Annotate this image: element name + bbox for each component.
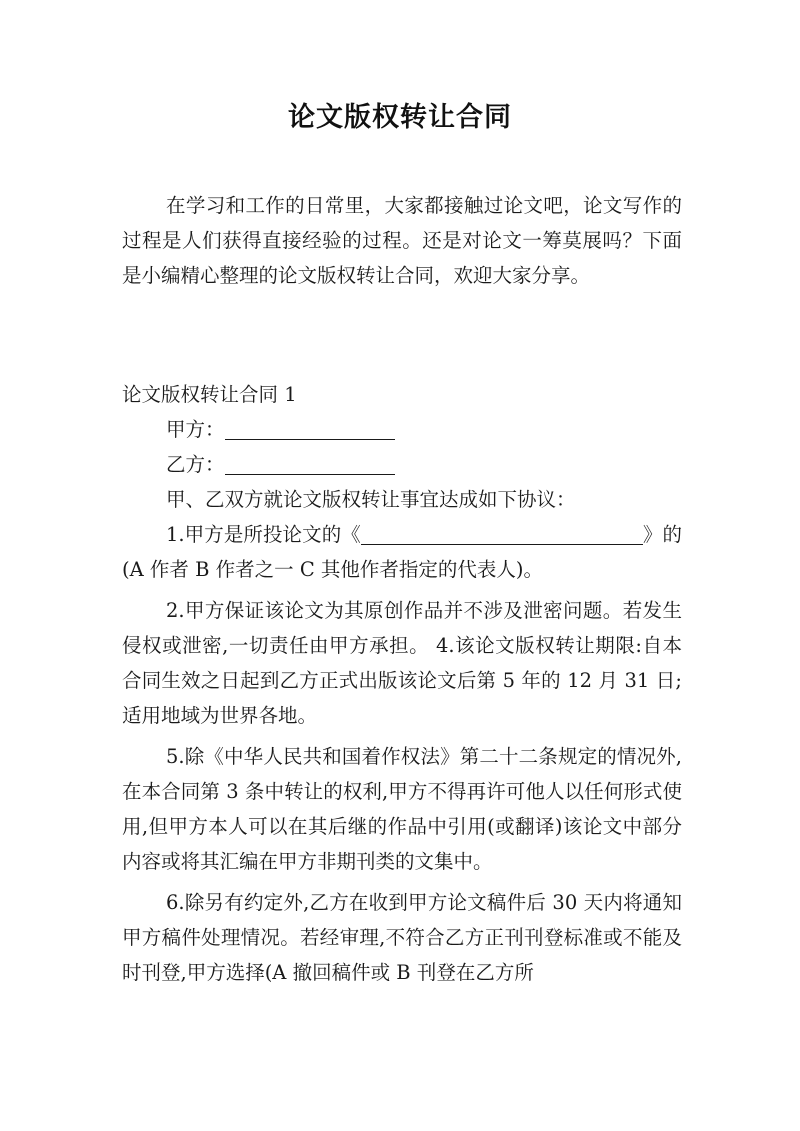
party-a-label: 甲方： xyxy=(166,418,225,441)
intro-paragraph: 在学习和工作的日常里，大家都接触过论文吧，论文写作的过程是人们获得直接经验的过程。还是对论文一筹莫展吗？下面是小编精心整理的论文版权转让合同，欢迎大家分享。 xyxy=(122,194,682,287)
clause-1-prefix: 1.甲方是所投论文的《 xyxy=(166,523,361,546)
clause-6: 6.除另有约定外,乙方在收到甲方论文稿件后 30 天内将通知甲方稿件处理情况。若经审理,不符合乙方正刊刊登标准或不能及时刊登,甲方选择(A 撤回稿件或 B 刊登在乙方所 xyxy=(122,891,682,984)
party-b-label: 乙方： xyxy=(166,453,225,476)
party-a-blank xyxy=(225,417,395,440)
paper-title-blank xyxy=(361,522,643,545)
clause-1-suffix: 》的(A 作者 B 作者之一 C 其他作者指定的代表人)。 xyxy=(122,523,682,581)
clause-2: 2.甲方保证该论文为其原创作品并不涉及泄密问题。若发生侵权或泄密,一切责任由甲方承担。 4.该论文版权转让期限:自本合同生效之日起到乙方正式出版该论文后第 5 年的 12 月 31 日;适用地域为世界各地。 xyxy=(122,599,682,727)
party-b-line xyxy=(122,447,682,482)
document-title: 论文版权转让合同 xyxy=(288,102,512,133)
party-b-blank xyxy=(225,452,395,475)
clause-1 xyxy=(122,517,682,587)
clause-5: 5.除《中华人民共和国着作权法》第二十二条规定的情况外,在本合同第 3 条中转让的权利,甲方不得再许可他人以任何形式使用,但甲方本人可以在其后继的作品中引用(或翻译)该论文中部分内容或将其汇编在甲方非期刊类的文集中。 xyxy=(122,745,682,873)
contract-body xyxy=(122,412,682,990)
agreement-line: 甲、乙双方就论文版权转让事宜达成如下协议： xyxy=(166,488,576,511)
party-a-line xyxy=(122,412,682,447)
section-title: 论文版权转让合同 1 xyxy=(122,383,297,406)
